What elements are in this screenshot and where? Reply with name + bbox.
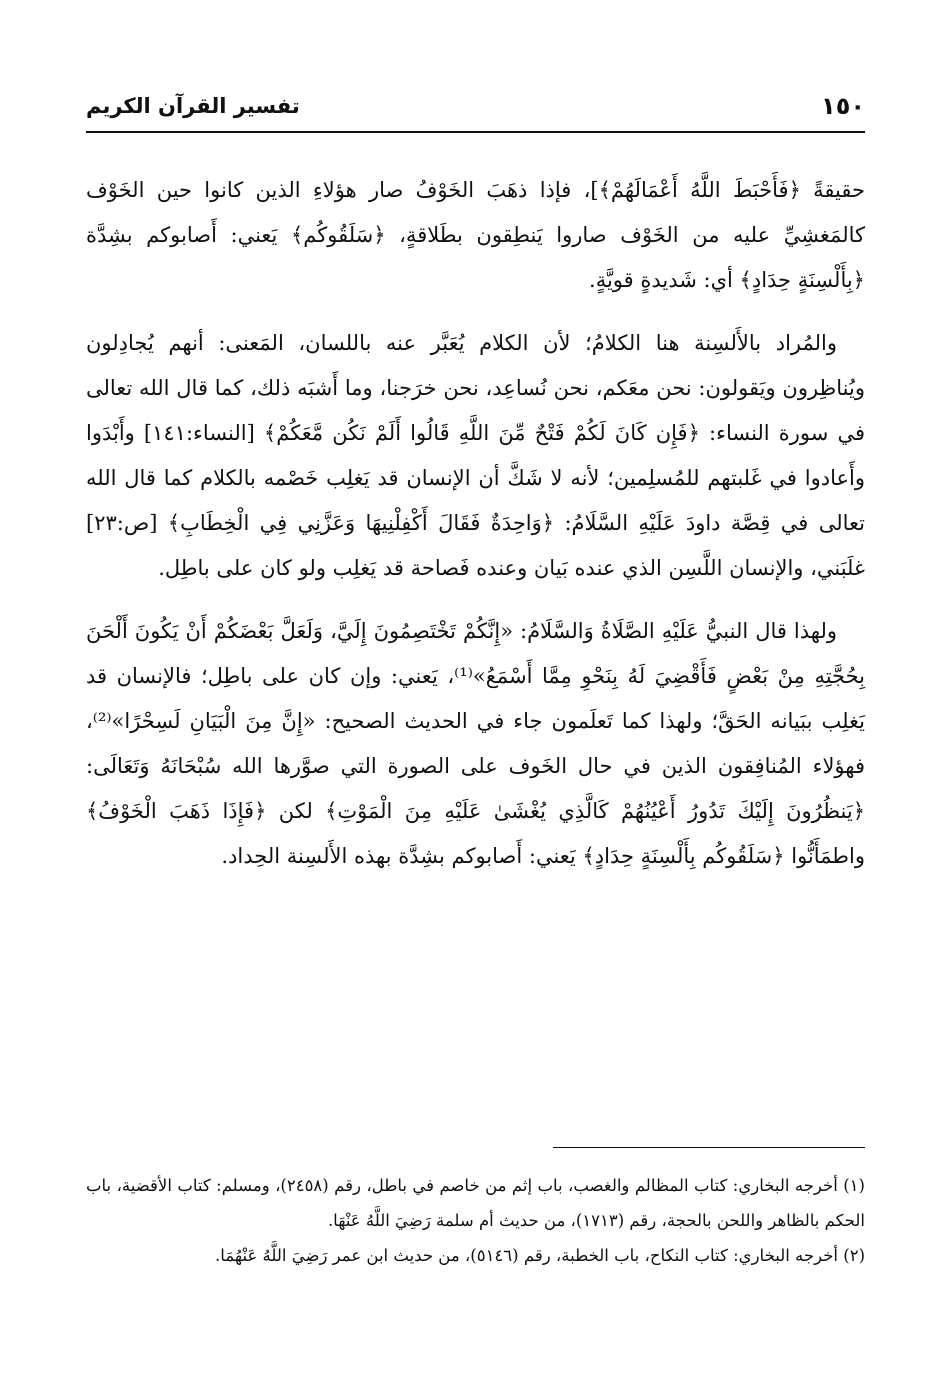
paragraph-1: حقيقةً ﴿فَأَحْبَطَ اللَّهُ أَعْمَالَهُمْ﴾]، فإذا ذهَبَ الخَوْفُ صار هؤلاءِ الذين كانوا حين الخَوْف كالمَغشِيِّ عليه من الخَوْف صاروا يَنطِقون بطَلاقةٍ، ﴿سَلَقُوكُم﴾ يَعني: أَصابوكم بشِدَّة ﴿بِأَلْسِنَةٍ حِدَادٍ﴾ أي: شَديدةٍ قويَّةٍ.: [86, 178, 865, 292]
header-divider: [86, 131, 865, 133]
page-header: [86, 92, 865, 126]
paragraph-3: ولهذا قال النبيُّ عَلَيْهِ الصَّلَاةُ وَالسَّلَامُ: «إِنَّكُمْ تَخْتَصِمُونَ إِلَيَّ، وَلَعَلَّ بَعْضَكُمْ أَنْ يَكُونَ أَلْحَنَ بِحُجَّتِهِ مِنْ بَعْضٍ فَأَقْضِيَ لَهُ بِنَحْوِ مِمَّا أَسْمَعُ»⁽¹⁾، يَعني: وإن كان على باطِل؛ فالإنسان قد يَغلِب ببَيانه الحَقَّ؛ ولهذا كما تَعلَمون جاء في الحديث الصحيح: «إِنَّ مِنَ الْبَيَانِ لَسِحْرًا»⁽²⁾، فهؤلاء المُنافِقون الذين في حال الخَوف على الصورة التي صوَّرها الله سُبْحَانَهُ وَتَعَالَى: ﴿يَنظُرُونَ إِلَيْكَ تَدُورُ أَعْيُنُهُمْ كَالَّذِي يُغْشَىٰ عَلَيْهِ مِنَ الْمَوْتِ﴾ لكن ﴿فَإِذَا ذَهَبَ الْخَوْفُ﴾ واطمَأَنُّوا ﴿سَلَقُوكُم بِأَلْسِنَةٍ حِدَادٍ﴾ يَعني: أَصابوكم بشِدَّة بهذه الأَلسِنة الحِداد.: [86, 619, 865, 868]
book-title: تفسير القرآن الكريم: [86, 94, 300, 118]
main-text: [86, 168, 865, 897]
footnote-divider: [553, 1147, 865, 1148]
footnotes: [86, 1168, 865, 1273]
footnote-2: (٢) أخرجه البخاري: كتاب النكاح، باب الخطبة، رقم (٥١٤٦)، من حديث ابن عمر رَضِيَ اللَّهُ عَنْهُمَا.: [215, 1246, 865, 1265]
footnote-1: (١) أخرجه البخاري: كتاب المظالم والغصب، باب إثم من خاصم في باطل، رقم (٢٤٥٨)، ومسلم: كتاب الأقضية، باب الحكم بالظاهر واللحن بالحجة، رقم (١٧١٣)، من حديث أم سلمة رَضِيَ اللَّهُ عَنْهَا.: [86, 1176, 865, 1230]
page-number: ١٥٠: [821, 92, 865, 120]
paragraph-2: والمُراد بالأَلسِنة هنا الكلامُ؛ لأن الكلام يُعَبَّر عنه باللسان، المَعنى: أنهم يُجادِلون ويُناظِرون ويَقولون: نحن معَكم، نحن نُساعِد، نحن خرَجنا، وما أَشبَه ذلك، كما قال الله تعالى في سورة النساء: ﴿فَإِن كَانَ لَكُمْ فَتْحٌ مِّنَ اللَّهِ قَالُوا أَلَمْ نَكُن مَّعَكُمْ﴾ [النساء:١٤١] وأَبْدَوا وأَعادوا في غَلبتهم للمُسلِمين؛ لأنه لا شَكَّ أن الإنسان قد يَغلِب خَصْمه بالكلام كما قال الله تعالى في قِصَّة داودَ عَلَيْهِ السَّلَامُ: ﴿وَاحِدَةٌ فَقَالَ أَكْفِلْنِيهَا وَعَزَّنِي فِي الْخِطَابِ﴾ [ص:٢٣] غلَبَني، والإنسان اللَّسِن الذي عنده بَيان وعنده فَصاحة قد يَغلِب ولو كان على باطِل.: [86, 331, 865, 580]
